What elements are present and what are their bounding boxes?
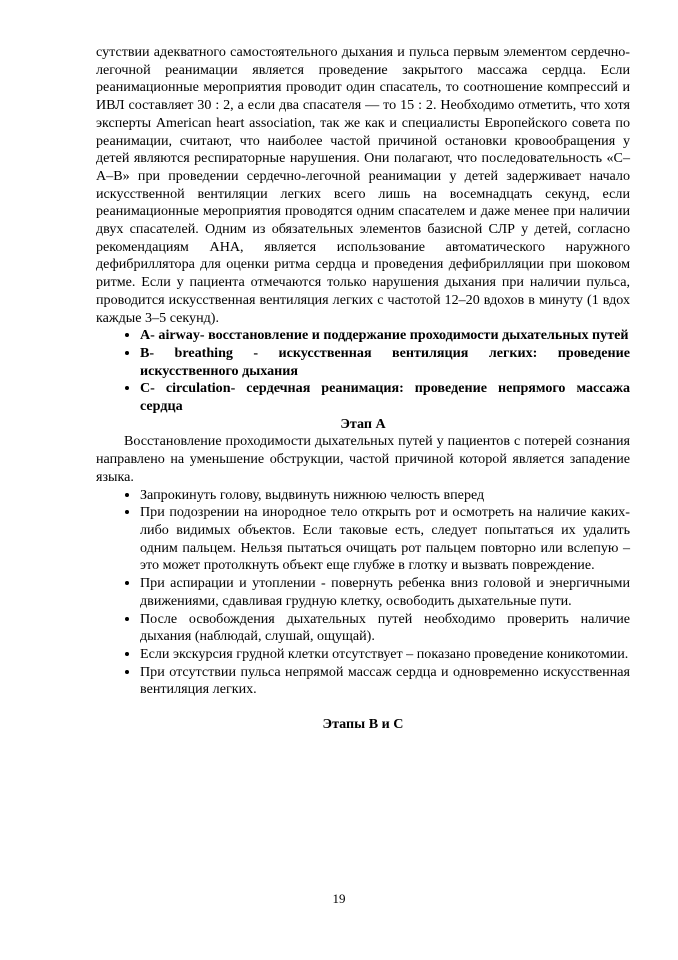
list-item: • При подозрении на инородное тело открыть рот и осмотреть на наличие каких-либо видимых объектов. Если таковые есть, следует попытаться их удалить одним пальцем. Нельзя пытаться очищать рот пальцем повторно или вслепую – это может протолкнуть объект еще глубже в глотку и вызвать повреждение. <box>140 504 630 575</box>
list-item: • C- circulation- сердечная реанимация: проведение непрямого массажа сердца <box>140 380 630 415</box>
section-heading-stages-b-c: Этапы В и С <box>322 716 404 733</box>
list-item: • После освобождения дыхательных путей необходимо проверить наличие дыхания (наблюдай, слушай, ощущай). <box>140 611 630 646</box>
page-content <box>96 44 630 734</box>
list-item: • При отсутствии пульса непрямой массаж сердца и одновременно искусственная вентиляция легких. <box>140 664 630 699</box>
list-item: • B- breathing - искусственная вентиляция легких: проведение искусственного дыхания <box>140 345 630 380</box>
steps-list <box>96 487 630 699</box>
list-item: • При аспирации и утоплении - повернуть ребенка вниз головой и энергичными движениями, сдавливая грудную клетку, освободить дыхательные пути. <box>140 575 630 610</box>
list-item: • Запрокинуть голову, выдвинуть нижнюю челюсть вперед <box>140 487 630 505</box>
body-paragraph-1: сутствии адекватного самостоятельного дыхания и пульса первым элементом сердечно-легочной реанимации является проведение закрытого массажа сердца. Если реанимационные мероприятия проводит один спасатель, то соотношение компрессий и ИВЛ составляет 30 : 2, а если два спасателя — то 15 : 2. Необходимо отметить, что хотя эксперты American heart association, так же как и специалисты Европейского совета по реанимации, считают, что наиболее частой причиной остановки кровообращения у детей являются респираторные нарушения. Они полагают, что последовательность «C–A–B» при проведении сердечно-легочной реанимации у детей задерживает начало искусственной вентиляции легких всего лишь на восемнадцать секунд, если реанимационные мероприятия проводятся одним спасателем и даже менее при наличии двух спасателей. Одним из обязательных элементов базисной СЛР у детей, согласно рекомендациям AHA, является использование автоматического наружного дефибриллятора для оценки ритма сердца и проведения дефибрилляции при шоковом ритме. Если у пациента отмечаются только нарушения дыхания при наличии пульса, проводится искусственная вентиляция легких с частотой 12–20 вдохов в минуту (1 вдох каждые 3–5 секунд). <box>96 44 630 326</box>
abc-list <box>96 327 630 416</box>
list-item: • A- airway- восстановление и поддержание проходимости дыхательных путей <box>140 327 630 345</box>
section-heading-stage-a: Этап А <box>340 415 386 432</box>
list-item: • Если экскурсия грудной клетки отсутствует – показано проведение коникотомии. <box>140 646 630 664</box>
body-paragraph-2: Восстановление проходимости дыхательных путей у пациентов с потерей сознания направлено на уменьшение обструкции, частой причиной которой является западение языка. <box>96 433 630 485</box>
page-number: 19 <box>332 891 346 906</box>
